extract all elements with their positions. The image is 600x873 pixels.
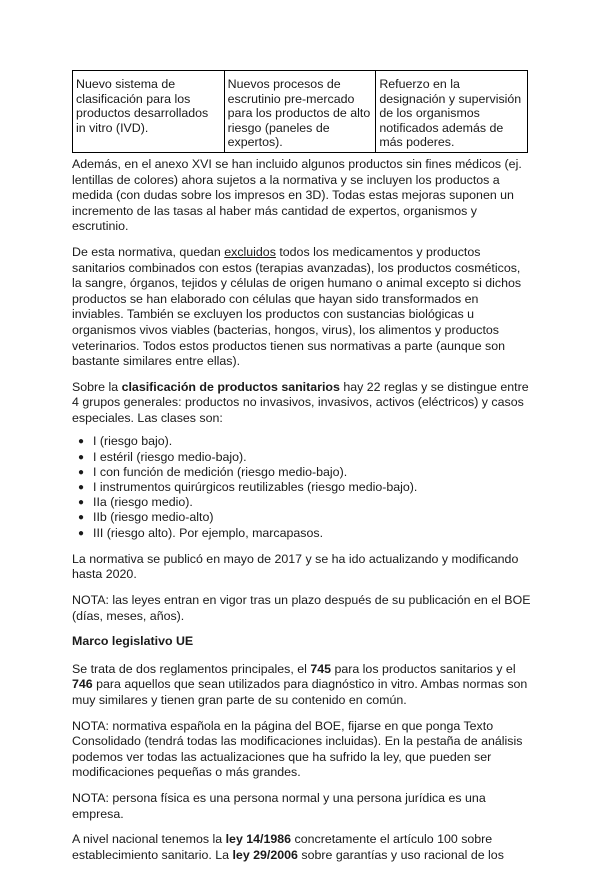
list-item [72,434,532,449]
paragraph-exclusions [72,245,532,370]
table-row [73,71,528,153]
note-boe-consolidated: NOTA: normativa española en la página del BOE, fijarse en que ponga Texto Consolidado (tendrá todas las modificaciones incluidas). En la pestaña de análisis podemos ver todas las actualizaciones que ha sufrido la ley, que pueden ser modificaciones pequeñas o más grandes. [72,718,523,780]
list-item [72,526,532,541]
regulations-text-e: para aquellos que sean utilizados para diagnóstico in vitro. Ambas normas son muy similares y tienen gran parte de su contenido en común. [72,677,528,708]
classification-intro: Sobre la [72,379,122,394]
classification-bold: clasificación de productos sanitarios [121,379,340,394]
list-item-text: I (riesgo bajo). [93,434,173,449]
bullet-icon: ● [78,482,85,494]
excluded-underlined: excluidos [224,244,276,259]
list-item [72,510,532,525]
bullet-icon: ● [78,512,85,524]
improvements-table [72,70,528,153]
bullet-icon: ● [78,466,85,478]
section-heading: Marco legislativo UE [72,634,194,649]
list-item-text: I instrumentos quirúrgicos reutilizables (riesgo medio-bajo). [93,480,418,495]
bullet-icon: ● [78,527,85,539]
classification-body: hay 22 reglas y se distingue entre 4 grupos generales: productos no invasivos, invasivos, activos (eléctricos) y casos especiales. Las clases son: [72,379,529,425]
paragraph-annex-xvi: Además, en el anexo XVI se han incluido algunos productos sin fines médicos (ej. lentillas de colores) ahora sujetos a la normativa y se incluyen los productos a medida (con dudas sobre los impresos en 3D). Todas estas mejoras suponen un incremento de las tasas al haber más cantidad de expertos, organismos y escrutinio. [72,156,522,234]
national-text-e: sobre garantías y uso racional de los [297,847,504,862]
list-item-text: IIb (riesgo medio-alto) [93,510,214,525]
bullet-icon: ● [78,497,85,509]
national-text-c: concretamente el artículo 100 sobre establecimiento sanitario. La [72,832,493,862]
list-item-text: III (riesgo alto). Por ejemplo, marcapasos. [93,525,324,540]
list-item-text: I con función de medición (riesgo medio-bajo). [93,464,348,479]
exclusions-intro: De esta normativa, quedan [72,244,225,259]
law-29-2006: ley 29/2006 [232,847,298,862]
exclusions-body: todos los medicamentos y productos sanitarios combinados con estos (terapias avanzadas), los productos cosméticos, la sangre, órganos, tejidos y células de origen humano o animal excepto si dichos productos se han elaborado con células que hayan sido transformados en inviables. También se excluyen los productos con sustancias biológicas u organismos vivos viables (bacterias, hongos, virus), los alimentos y productos veterinarios. Todos estos productos tienen sus normativas a parte (aunque son bastante similares entre ellas). [72,244,522,369]
regulation-746: 746 [72,677,93,692]
list-item [72,480,532,495]
list-item [72,450,532,465]
bullet-icon: ● [78,451,85,463]
paragraph-classification [72,380,532,427]
table-cell-notified-bodies: Refuerzo en la designación y supervisión de los organismos notificados además de más poderes. [376,71,528,153]
list-item [72,465,532,480]
note-boe-entry-into-force: NOTA: las leyes entran en vigor tras un plazo después de su publicación en el BOE (días, meses, años). [72,593,531,623]
table-cell-ivd: Nuevo sistema de clasificación para los productos desarrollados in vitro (IVD). [73,71,225,153]
document-page [72,70,532,873]
table-cell-scrutiny: Nuevos procesos de escrutinio pre-mercado para los productos de alto riesgo (paneles de expertos). [224,71,376,153]
national-text-a: A nivel nacional tenemos la [72,832,226,847]
regulations-text-c: para los productos sanitarios y el [331,661,516,676]
note-persona: NOTA: persona física es una persona normal y una persona jurídica es una empresa. [72,791,486,821]
paragraph-publication: La normativa se publicó en mayo de 2017 y se ha ido actualizando y modificando hasta 2020. [72,551,519,582]
bullet-icon: ● [78,436,85,448]
list-item-text: IIa (riesgo medio). [93,495,193,510]
regulation-745: 745 [310,661,331,676]
list-item [72,495,532,510]
list-item-text: I estéril (riesgo medio-bajo). [93,449,247,464]
class-list [72,434,532,540]
paragraph-regulations [72,662,532,709]
regulations-text-a: Se trata de dos reglamentos principales, el [72,661,311,676]
law-14-1986: ley 14/1986 [225,832,292,847]
